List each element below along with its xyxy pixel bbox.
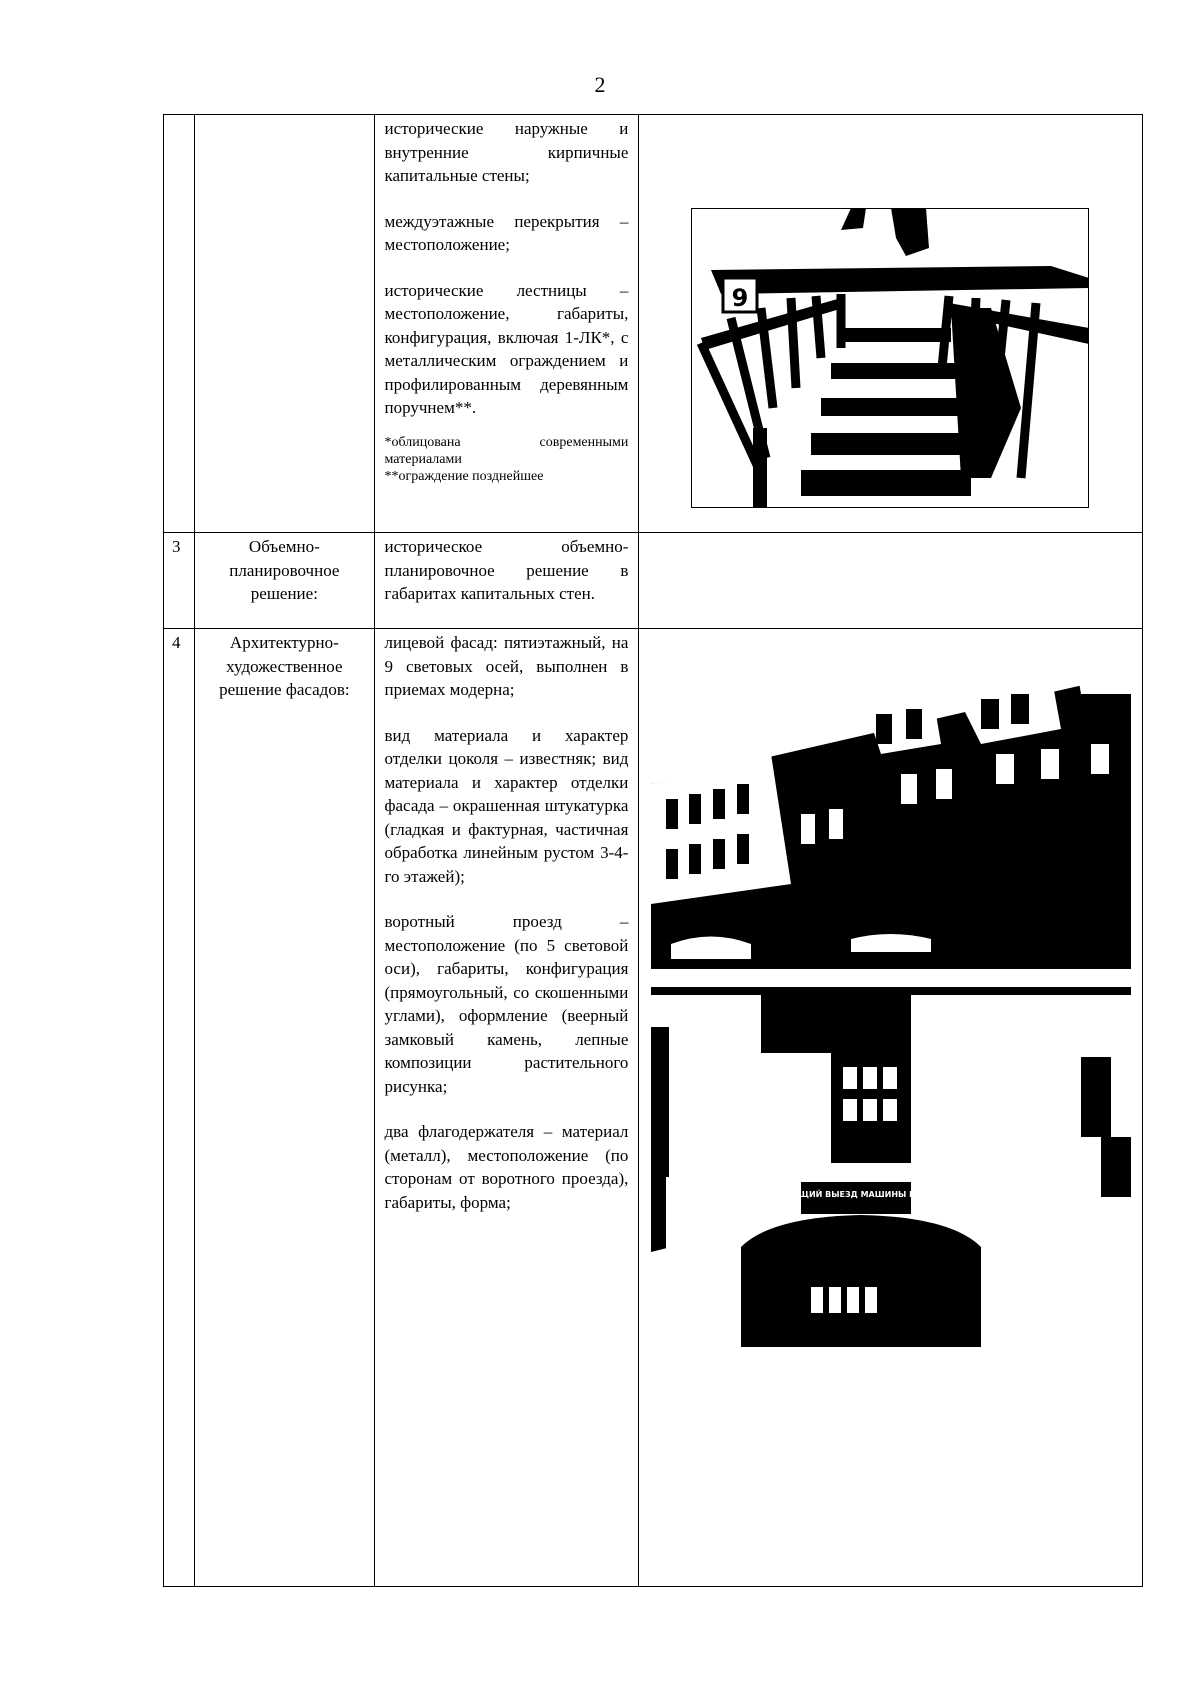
description-paragraph: исторические лестницы – местоположение, габариты, конфигурация, включая 1-ЛК*, с металлическим ограждением и профилированным деревянным поручнем**.	[384, 280, 629, 417]
row-photo-cell	[639, 115, 1143, 533]
row-number-cell: 3	[164, 533, 195, 629]
row-photo-cell	[639, 533, 1143, 629]
footnote: **ограждение позднейшее	[384, 468, 544, 484]
gateway-sign-text: ДЕЙСТВУЮЩИЙ ВЫЕЗД МАШИНЫ НЕ СТАВИТЬ	[745, 1190, 966, 1199]
description-paragraph: вид материала и характер отделки цоколя – известняк; вид материала и характер отделки фасада – окрашенная штукатурка (гладкая и фактурная, частичная обработка линейным рустом 3-4-го этажей);	[384, 725, 629, 886]
description-paragraph: междуэтажные перекрытия – местоположение;	[384, 211, 629, 254]
description-paragraph: исторические наружные и внутренние кирпичные капитальные стены;	[384, 119, 629, 185]
description-paragraph: лицевой фасад: пятиэтажный, на 9 световых осей, выполнен в приемах модерна;	[384, 633, 629, 699]
gateway-photo	[651, 987, 1131, 1347]
row-description-cell	[374, 115, 639, 533]
table-row-4	[164, 629, 1143, 1587]
description-paragraph: историческое объемно-планировочное решение в габаритах капитальных стен.	[384, 537, 629, 603]
row-photo-cell	[639, 629, 1143, 1587]
table-row-3	[164, 533, 1143, 629]
table-row-continuation	[164, 115, 1143, 533]
page-number: 2	[594, 72, 606, 97]
row-number-cell: 4	[164, 629, 195, 1587]
description-paragraph: два флагодержателя – материал (металл), местоположение (по сторонам от воротного проезда), габариты, форма;	[384, 1122, 629, 1212]
row-number-cell	[164, 115, 195, 533]
footnote: *облицована современными материалами	[384, 434, 629, 467]
staircase-sign-text: 9	[732, 284, 749, 312]
facade-photo	[651, 634, 1131, 969]
row-description-cell	[374, 533, 639, 629]
row-name-cell: Объемно-планировочное решение:	[195, 533, 374, 629]
row-name-cell	[195, 115, 374, 533]
monument-subject-table	[163, 114, 1143, 1587]
staircase-photo	[691, 208, 1089, 508]
row-name-cell: Архитектурно-художественное решение фасадов:	[195, 629, 374, 1587]
row-description-cell	[374, 629, 639, 1587]
description-paragraph: воротный проезд – местоположение (по 5 световой оси), габариты, конфигурация (прямоугольный, со скошенными углами), оформление (веерный замковый камень, лепные композиции растительного рисунка;	[384, 912, 629, 1096]
